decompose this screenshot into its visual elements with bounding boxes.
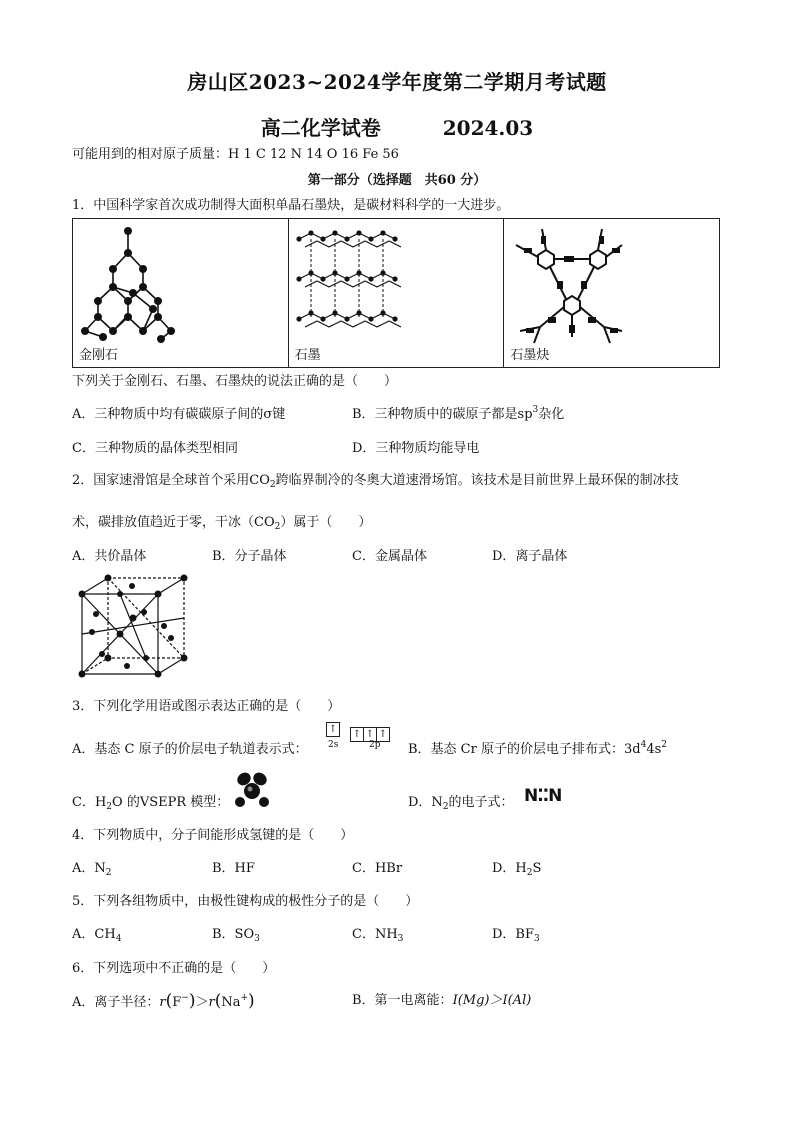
q2-l2-sub: 2 [274,522,281,532]
q3-option-b-text: B．基态 Cr 原子的价层电子排布式：3d [408,742,641,757]
exam-date: 2024.03 [442,116,534,140]
q1-option-b [352,406,564,424]
diamond-caption: 金刚石 [79,348,119,363]
graphite-cell [289,219,505,367]
q2-l1-sub: 2 [269,480,276,490]
q6-option-a-r2: r [208,995,215,1010]
q4-stem: 4．下列物质中，分子间能形成氢键的是（ ） [72,828,354,843]
graphite-structure-figure [289,219,504,367]
orbital-2s-box: ↑ [326,722,340,737]
q3-option-d-sub: 2 [442,802,449,812]
q1-question: 下列关于金刚石、石墨、石墨炔的说法正确的是（ ） [72,374,398,389]
orbital-2p-group [350,722,389,742]
q3-option-d-text: D．N [408,795,443,810]
q5-option-d-sub: 3 [534,934,540,944]
q6-option-a-ion2-charge: + [240,993,249,1003]
q1-option-b-tail: 杂化 [538,407,565,422]
q6-option-a-ion2: Na [221,995,241,1010]
q1-option-b-sup: 3 [532,405,539,415]
q4-option-d-text: D．H [492,861,527,876]
q1-stem: 1．中国科学家首次成功制得大面积单晶石墨炔，是碳材料科学的一大进步。 [72,198,510,213]
q3-option-b-sup1: 4 [640,740,647,750]
orbital-2p-box: ↑ [376,727,390,742]
q2-option-a: A．共价晶体 [72,549,147,564]
q4-option-b: B．HF [212,861,255,876]
subject-label: 高二化学试卷 [260,116,381,140]
q6-option-a-gt: ＞ [195,995,209,1010]
exam-subtitle [0,112,794,141]
q3-option-a-text: A．基态 C 原子的价层电子轨道表示式： [72,742,308,757]
q5-option-c-sub: 3 [397,934,404,944]
orbital-2p-label: 2p [369,740,381,750]
q2-stem-line2 [72,514,371,532]
q6-option-b-text: B．第一电离能： [352,993,453,1008]
q3-option-c-text: C．H [72,795,107,810]
diamond-cell [73,219,289,367]
q3-option-c [72,794,229,812]
section-heading: 第一部分（选择题 共60 分） [307,173,487,188]
q6-stem: 6．下列选项中不正确的是（ ） [72,961,276,976]
q5-option-b-sub: 3 [254,934,260,944]
q1-option-c: C．三种物质的晶体类型相同 [72,441,238,456]
atomic-masses-line: 可能用到的相对原子质量：H 1 C 12 N 14 O 16 Fe 56 [72,147,399,162]
exam-title: 房山区2023~2024学年度第二学期月考试题 [187,70,607,94]
q5-option-b-text: B．SO [212,927,255,942]
orbital-2p-box: ↑ [363,727,377,742]
q6-option-a-text: A．离子半径： [72,995,160,1010]
q5-option-c [352,926,403,944]
q4-option-d-tail: S [532,861,542,876]
q5-option-a [72,926,121,944]
q6-option-b-expr: I(Mg)＞I(Al) [452,993,532,1008]
q5-option-d-text: D．BF [492,927,534,942]
q2-l1-text: 2．国家速滑馆是全球首个采用CO [72,473,270,488]
q5-option-a-sub: 4 [115,934,122,944]
q3-option-b [408,741,667,759]
q6-option-a-ion1: F [172,995,182,1010]
q2-l2-tail: ）属于（ ） [280,515,372,530]
q2-stem-line1 [72,472,679,490]
q3-option-c-sub: 2 [106,802,113,812]
q4-option-a-text: A．N [72,861,106,876]
dry-ice-crystal-figure [72,574,196,686]
n2-electron-formula: N⁚⁚N [524,786,562,806]
orbital-2p-box: ↑ [350,727,364,742]
q1-option-a: A．三种物质中均有碳碳原子间的σ键 [72,407,286,422]
graphyne-cell [504,219,719,367]
q1-figure-table [72,218,720,368]
q6-option-a-ion1-charge: − [181,993,189,1003]
q3-option-a [72,741,308,759]
q6-option-a-r1: r [159,995,166,1010]
q4-option-d-sub: 2 [526,868,533,878]
q6-option-b [352,992,531,1010]
q5-option-d [492,926,540,944]
q2-option-c: C．金属晶体 [352,549,427,564]
orbital-2s-label: 2s [328,740,339,750]
water-vsepr-model-figure [232,770,272,810]
graphite-caption: 石墨 [294,348,321,363]
q2-option-b: B．分子晶体 [212,549,287,564]
q5-stem: 5．下列各组物质中，由极性键构成的极性分子的是（ ） [72,894,419,909]
q4-option-d [492,860,541,878]
q5-option-a-text: A．CH [72,927,116,942]
q3-option-b-mid: 4s [646,742,662,757]
q3-option-d [408,794,514,812]
q6-option-a: A．离子半径：r(F−)＞r(Na+) [72,991,255,1011]
q2-l1-tail: 跨临界制冷的冬奥大道速滑场馆。该技术是目前世界上最环保的制冰技 [275,473,679,488]
q4-option-c: C．HBr [352,861,403,876]
q2-option-d: D．离子晶体 [492,549,568,564]
q1-option-d: D．三种物质均能导电 [352,441,480,456]
q4-option-a [72,860,112,878]
q3-option-c-tail: O 的VSEPR 模型： [112,795,230,810]
q1-option-b-text: B．三种物质中的碳原子都是sp [352,407,533,422]
q3-stem: 3．下列化学用语或图示表达正确的是（ ） [72,699,341,714]
orbital-diagram [326,722,404,752]
q4-option-a-sub: 2 [105,868,112,878]
q5-option-b [212,926,260,944]
q2-l2-text: 术，碳排放值趋近于零，干冰（CO [72,515,275,530]
q3-option-b-sup2: 2 [661,740,667,750]
q5-option-c-text: C．NH [352,927,398,942]
q3-option-d-tail: 的电子式： [448,795,514,810]
graphyne-caption: 石墨炔 [510,348,550,363]
